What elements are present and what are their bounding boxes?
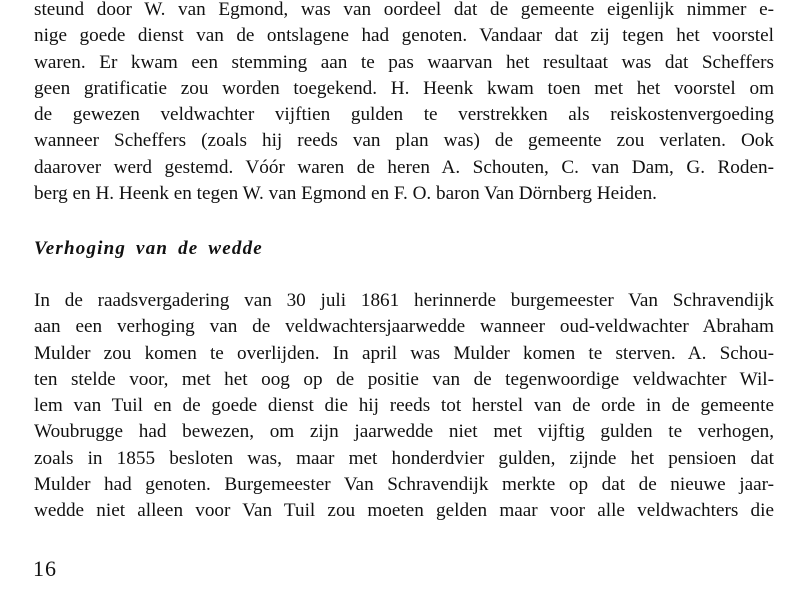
- page-number: 16: [33, 556, 57, 581]
- text-line: Mulder had genoten. Burgemeester Van Schravendijk merkte op dat de nieuwe jaar-: [34, 474, 774, 496]
- text-line: berg en H. Heenk en tegen W. van Egmond en F. O. baron Van Dörnberg Heiden.: [34, 183, 657, 205]
- text-line: zoals in 1855 besloten was, maar met honderdvier gulden, zijnde het pensioen dat: [34, 447, 774, 469]
- text-line: ten stelde voor, met het oog op de positie van de tegenwoordige veldwachter Wil-: [34, 368, 774, 390]
- text-line: Woubrugge had bewezen, om zijn jaarwedde niet met vijftig gulden te verhogen,: [34, 421, 774, 443]
- text-line: In de raadsvergadering van 30 juli 1861 herinnerde burgemeester Van Schravendijk: [34, 290, 774, 311]
- text-line: geen gratificatie zou worden toegekend. H. Heenk kwam toen met het voorstel om: [34, 77, 774, 99]
- text-line: waren. Er kwam een stemming aan te pas waarvan het resultaat was dat Scheffers: [34, 51, 774, 73]
- text-line: de gewezen veldwachter vijftien gulden te verstrekken als reiskostenvergoeding: [34, 104, 774, 126]
- text-line: lem van Tuil en de goede dienst die hij reeds tot herstel van de orde in de gemeente: [34, 395, 774, 417]
- section-heading: Verhoging van de wedde: [34, 238, 263, 259]
- text-line: nige goede dienst van de ontslagene had genoten. Vandaar dat zij tegen het voorstel: [34, 25, 774, 47]
- body-paragraph-1: [34, 0, 774, 207]
- text-line: steund door W. van Egmond, was van oordeel dat de gemeente eigenlijk nimmer e-: [34, 0, 774, 20]
- text-line: Mulder zou komen te overlijden. In april was Mulder komen te sterven. A. Schou-: [34, 342, 774, 364]
- text-line: wedde niet alleen voor Van Tuil zou moeten gelden maar voor alle veldwachters die: [34, 500, 774, 522]
- body-paragraph-2: [34, 288, 774, 525]
- text-line: wanneer Scheffers (zoals hij reeds van plan was) de gemeente zou verlaten. Ook: [34, 130, 774, 152]
- text-line: daarover werd gestemd. Vóór waren de heren A. Schouten, C. van Dam, G. Roden-: [34, 156, 774, 178]
- text-line: aan een verhoging van de veldwachtersjaarwedde wanneer oud-veldwachter Abraham: [34, 316, 774, 338]
